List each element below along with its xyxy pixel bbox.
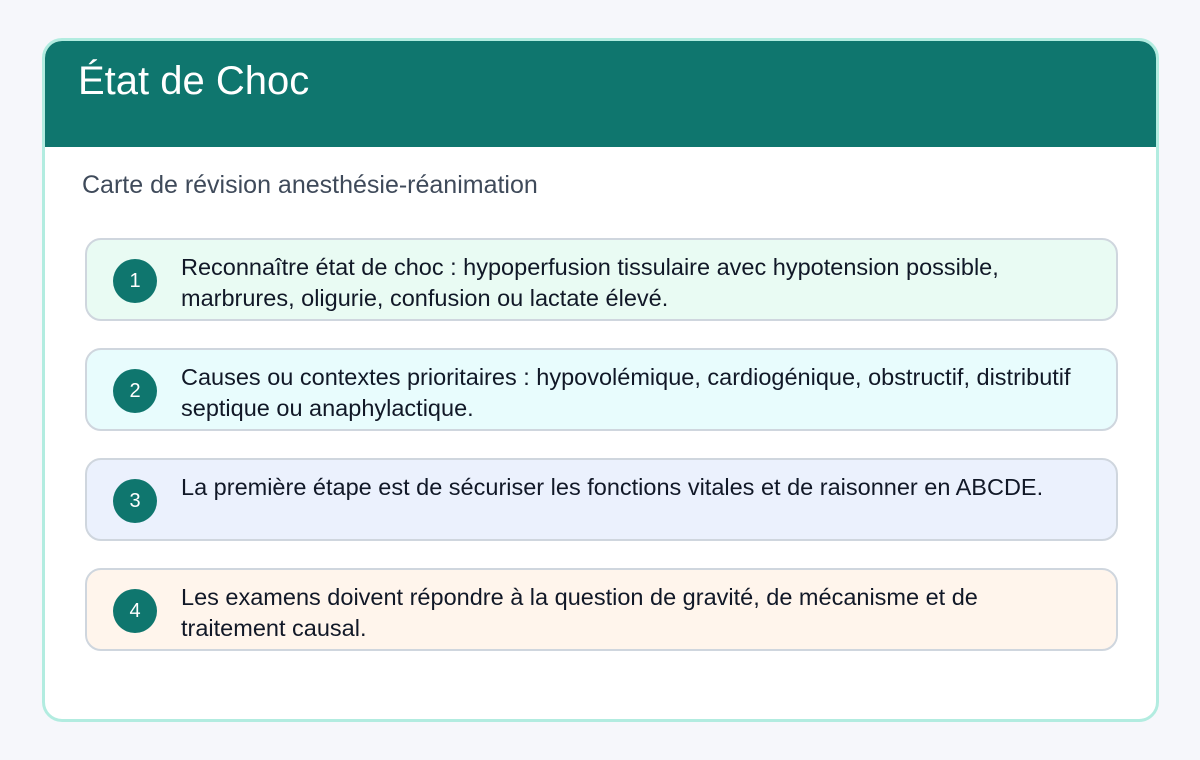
card-header [42, 38, 1159, 147]
steps-list [85, 238, 1119, 678]
step-text: La première étape est de sécuriser les fonctions vitales et de raisonner en ABCDE. [181, 474, 1044, 500]
card-subtitle: Carte de révision anesthésie-réanimation [82, 171, 538, 199]
card-title: État de Choc [78, 59, 310, 103]
step-number-badge: 2 [113, 369, 157, 413]
step-item-4 [85, 568, 1118, 651]
step-text: Les examens doivent répondre à la question de gravité, de mécanisme et de traitement causal. [181, 584, 978, 641]
step-text: Causes ou contextes prioritaires : hypovolémique, cardiogénique, obstructif, distributif septique ou anaphylactique. [181, 364, 1071, 421]
step-item-2 [85, 348, 1118, 431]
step-number-badge: 3 [113, 479, 157, 523]
step-item-3 [85, 458, 1118, 541]
step-number-badge: 1 [113, 259, 157, 303]
revision-card [42, 38, 1159, 722]
step-item-1 [85, 238, 1118, 321]
step-number-badge: 4 [113, 589, 157, 633]
step-text: Reconnaître état de choc : hypoperfusion tissulaire avec hypotension possible, marbrures, oligurie, confusion ou lactate élevé. [181, 254, 999, 311]
